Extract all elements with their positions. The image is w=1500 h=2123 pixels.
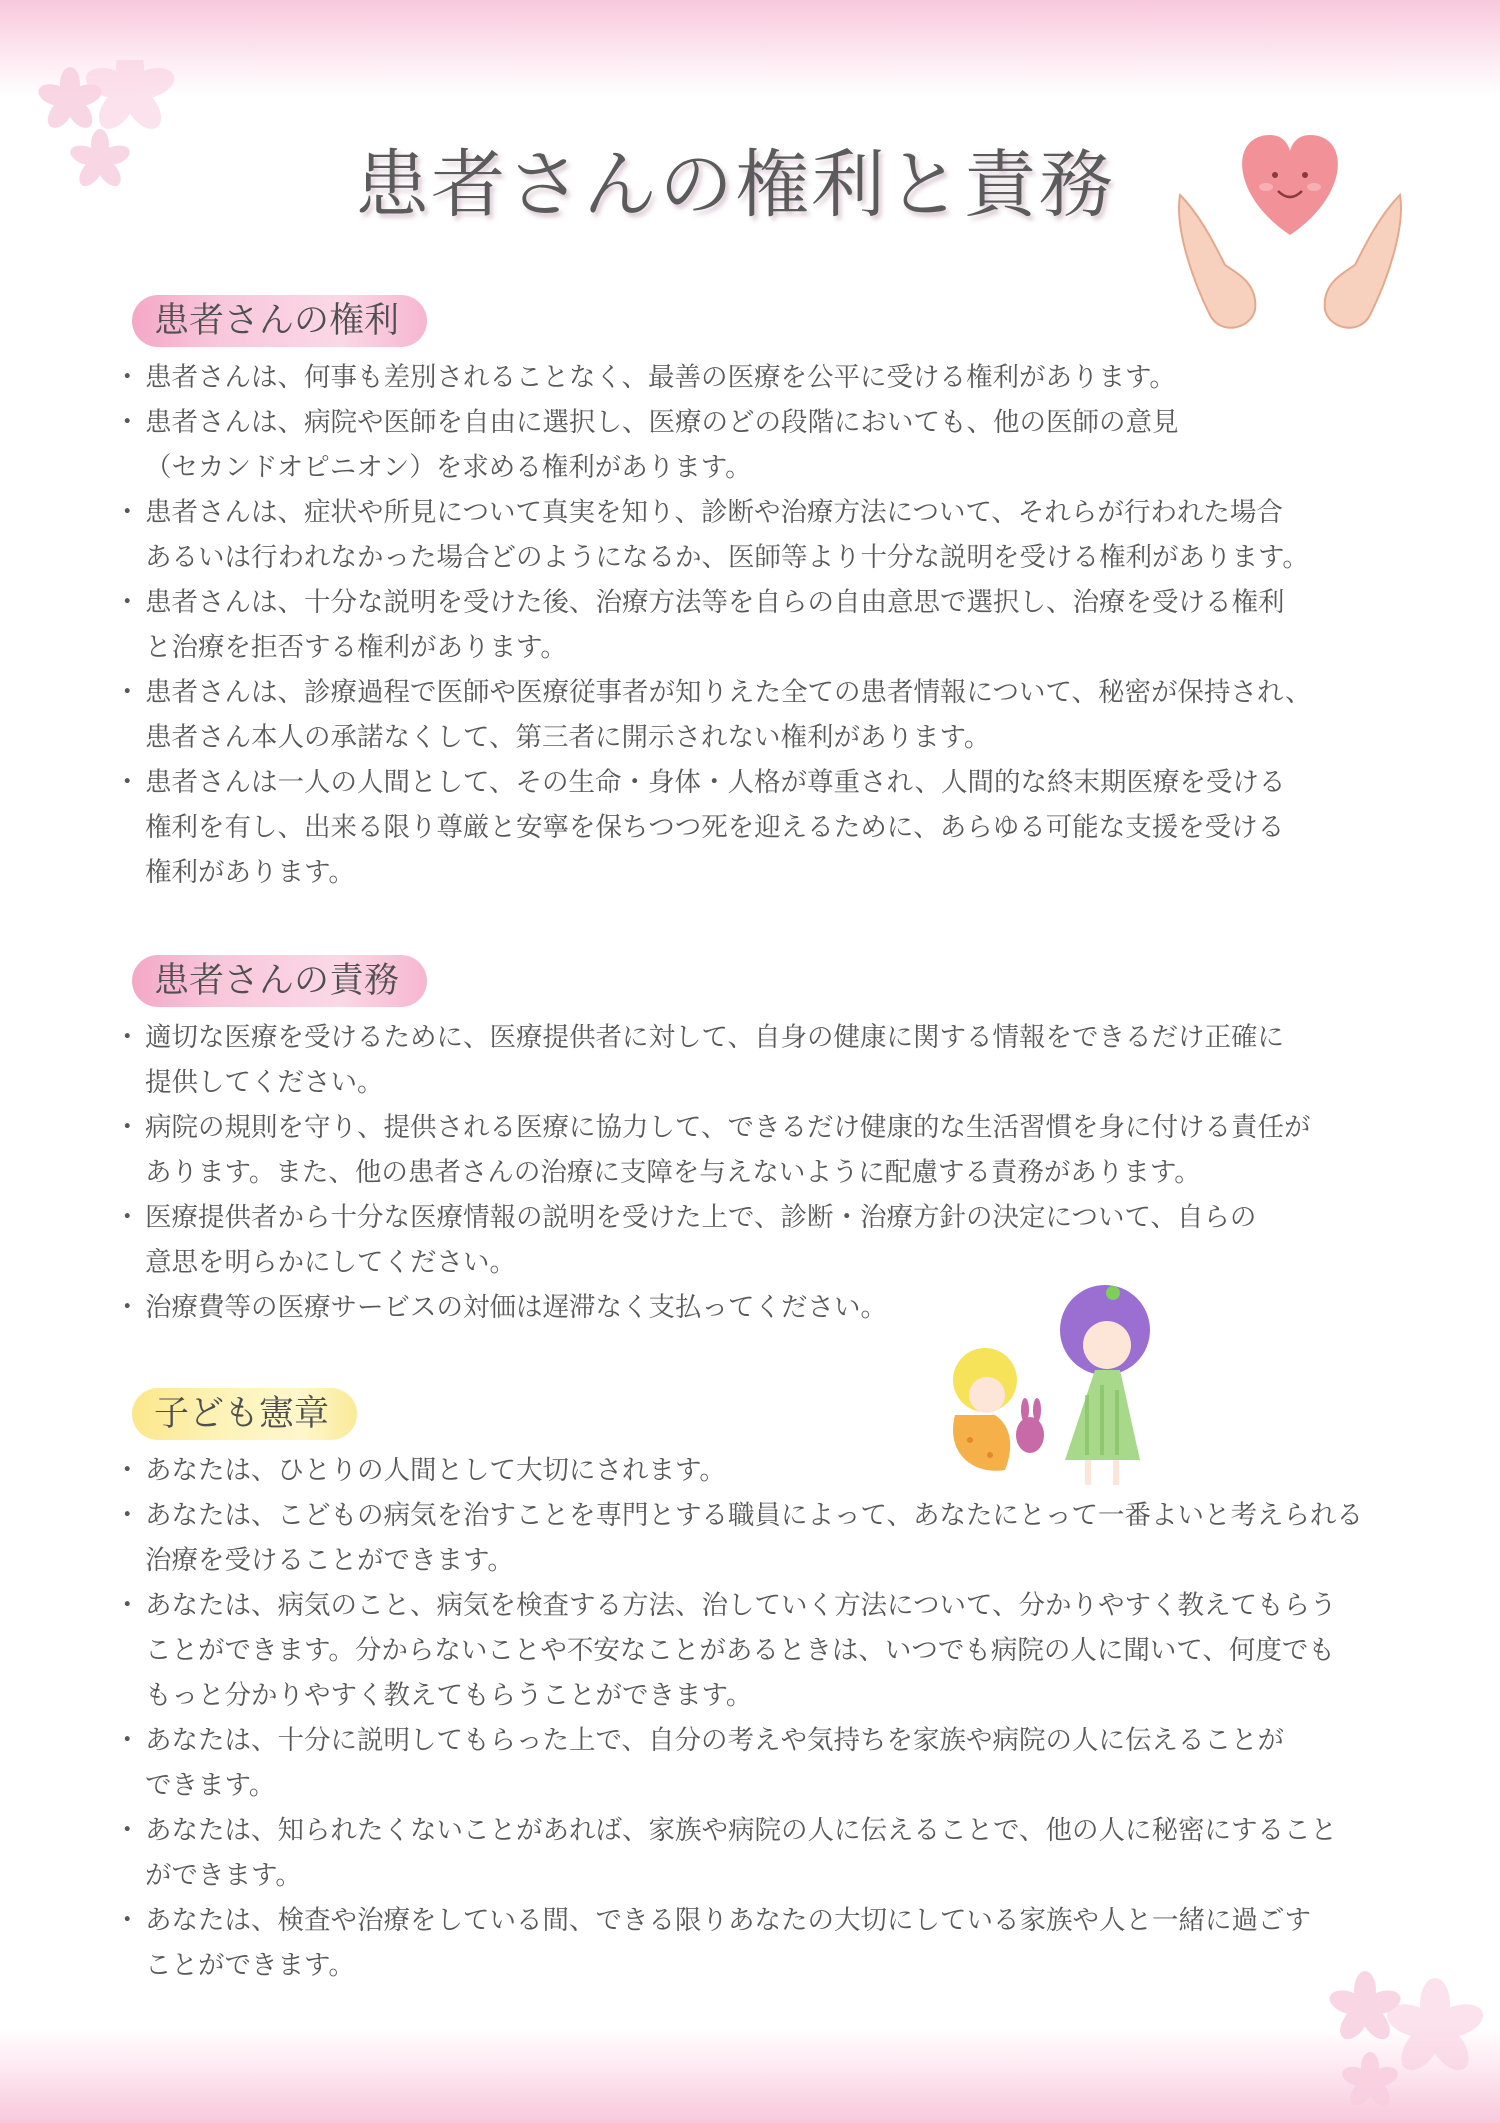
list-item: ・ あなたは、病気のこと、病気を検査する方法、治していく方法について、分かりやすく教えてもらう ことができます。分からないことや不安なことがあるときは、いつでも病院の人に聞いて、何度でも もっと分かりやすく教えてもらうことができます。 (0, 1583, 1390, 1718)
children-charter-section (0, 1388, 1500, 1988)
list-item: ・ 患者さんは、病院や医師を自由に選択し、医療のどの段階においても、他の医師の意見 （セカンドオピニオン）を求める権利があります。 (0, 400, 1390, 490)
list-item: ・ 治療費等の医療サービスの対価は遅滞なく支払ってください。 (0, 1285, 1390, 1330)
list-item: ・ 医療提供者から十分な医療情報の説明を受けた上で、診断・治療方針の決定について、自らの 意思を明らかにしてください。 (0, 1195, 1390, 1285)
patient-rights-section (0, 295, 1500, 895)
duties-list (0, 1015, 1500, 1330)
list-item: ・ あなたは、こどもの病気を治すことを専門とする職員によって、あなたにとって一番よいと考えられる 治療を受けることができます。 (0, 1493, 1390, 1583)
top-pink-band (0, 0, 1500, 95)
list-item: ・ 患者さんは、十分な説明を受けた後、治療方法等を自らの自由意思で選択し、治療を受ける権利 と治療を拒否する権利があります。 (0, 580, 1390, 670)
section-heading: 子ども憲章 (132, 1388, 357, 1440)
list-item: ・ あなたは、十分に説明してもらった上で、自分の考えや気持ちを家族や病院の人に伝えることが できます。 (0, 1718, 1390, 1808)
page-title: 患者さんの権利と責務 (355, 142, 1115, 228)
section-heading: 患者さんの権利 (132, 295, 427, 347)
list-item: ・ あなたは、知られたくないことがあれば、家族や病院の人に伝えることで、他の人に秘密にすること ができます。 (0, 1808, 1390, 1898)
sakura-blossoms-icon (30, 60, 220, 195)
list-item: ・ 患者さんは、症状や所見について真実を知り、診断や治療方法について、それらが行われた場合 あるいは行われなかった場合どのようになるか、医師等より十分な説明を受ける権利があります。 (0, 490, 1390, 580)
list-item: ・ あなたは、検査や治療をしている間、できる限りあなたの大切にしている家族や人と一緒に過ごす ことができます。 (0, 1898, 1390, 1988)
patient-duties-section (0, 955, 1500, 1330)
rights-list (0, 355, 1500, 895)
list-item: ・ 患者さんは、何事も差別されることなく、最善の医療を公平に受ける権利があります。 (0, 355, 1390, 400)
list-item: ・ あなたは、ひとりの人間として大切にされます。 (0, 1448, 1390, 1493)
list-item: ・ 患者さんは一人の人間として、その生命・身体・人格が尊重され、人間的な終末期医療を受ける 権利を有し、出来る限り尊厳と安寧を保ちつつ死を迎えるために、あらゆる可能な支援を受ける 権利があります。 (0, 760, 1390, 895)
list-item: ・ 患者さんは、診療過程で医師や医療従事者が知りえた全ての患者情報について、秘密が保持され、 患者さん本人の承諾なくして、第三者に開示されない権利があります。 (0, 670, 1390, 760)
section-heading: 患者さんの責務 (132, 955, 427, 1007)
bottom-pink-band (0, 2028, 1500, 2123)
children-list (0, 1448, 1500, 1988)
list-item: ・ 病院の規則を守り、提供される医療に協力して、できるだけ健康的な生活習慣を身に付ける責任が あります。また、他の患者さんの治療に支障を与えないように配慮する責務があります。 (0, 1105, 1390, 1195)
list-item: ・ 適切な医療を受けるために、医療提供者に対して、自身の健康に関する情報をできるだけ正確に 提供してください。 (0, 1015, 1390, 1105)
